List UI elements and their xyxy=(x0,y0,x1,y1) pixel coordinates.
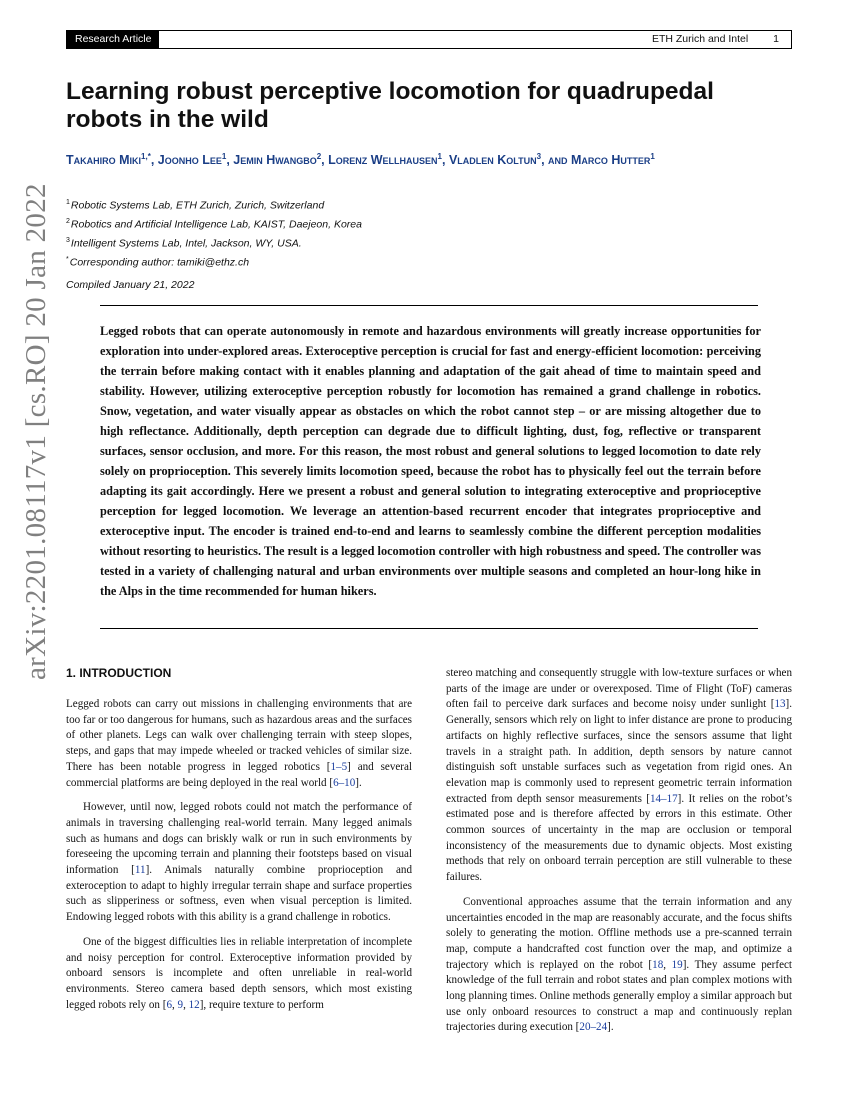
citation-link[interactable]: 20–24 xyxy=(579,1021,608,1034)
author-name: Vladlen Koltun xyxy=(448,153,537,168)
citation-link[interactable]: 9 xyxy=(177,998,184,1011)
citation-link[interactable]: 19 xyxy=(671,958,683,971)
affiliation-mark: * xyxy=(66,256,69,263)
citation-link[interactable]: 6–10 xyxy=(333,776,356,789)
header-institution: ETH Zurich and Intel xyxy=(651,33,749,45)
paragraph: However, until now, legged robots could not match the performance of animals in traversing challenging real-world terrain. Many legged animals such as humans and dogs can briskly walk or run in such environments by foreseeing the upcoming terrain and planning their footsteps based on visual information [11]. Animals naturally combine proprioception and exteroception to adapt to highly irregular terrain shape and surface properties such as slipperiness or softness, even when visual perception is limited. Endowing legged robots with this ability is a grand challenge in robotics. xyxy=(66,801,412,924)
affiliation-mark: 3 xyxy=(66,237,70,244)
author-affiliation-mark: 2 xyxy=(316,152,322,161)
page-number: 1 xyxy=(773,33,779,45)
citation-link[interactable]: 14–17 xyxy=(649,792,678,805)
affiliation-line xyxy=(66,233,566,252)
affiliation-text: Intelligent Systems Lab, Intel, Jackson, WY, USA. xyxy=(70,237,302,250)
affiliation-line xyxy=(66,214,566,233)
author-affiliation-mark: 3 xyxy=(536,152,542,161)
paragraph: One of the biggest difficulties lies in reliable interpretation of incomplete and noisy perception for control. Exteroceptive information provided by onboard sensors is incomplete and often unreliable in real-world environments. Stereo camera based depth sensors, which most existing legged robots rely on [6, 9, 12], require texture to perform xyxy=(66,935,412,1011)
author-name: Marco Hutter xyxy=(571,153,651,168)
citation-link[interactable]: 13 xyxy=(774,698,786,711)
left-column xyxy=(66,666,412,1022)
author-affiliation-mark: 1 xyxy=(221,152,227,161)
citation-link[interactable]: 12 xyxy=(188,998,200,1011)
paper-title: Learning robust perceptive locomotion for quadrupedal robots in the wild xyxy=(66,78,714,133)
affiliation-text: Robotics and Artificial Intelligence Lab, KAIST, Daejeon, Korea xyxy=(70,218,362,231)
affiliation-line xyxy=(66,252,566,271)
author-list: Takahiro Miki$^{1,*}$, Joonho Lee$^1$, Jemin Hwangbo$^2$, Lorenz Wellhausen$^1$, Vladlen Koltun$^3$, and Marco Hutter$^1$ xyxy=(66,152,655,168)
affiliation-text: Robotic Systems Lab, ETH Zurich, Zurich, Switzerland xyxy=(70,199,325,212)
paragraph: Conventional approaches assume that the terrain information and any uncertainties encoded in the map are reasonably accurate, and the focus shifts solely to generating the motion. Offline methods use a pre-scanned terrain map, compute a handcrafted cost function over the map, and optimize a trajectory which is replayed on the robot [18, 19]. They assume perfect knowledge of the full terrain and robot states and plan complex motions with long planning times. Online methods generally employ a similar approach but use only onboard resources to construct a map and continuously replan trajectories during execution [20–24]. xyxy=(446,895,793,1034)
affiliation-mark: 2 xyxy=(66,218,70,225)
author-affiliation-mark: 1 xyxy=(437,152,442,161)
arxiv-id: arXiv:2201.08117v1 [cs.RO] 20 Jan 2022 xyxy=(20,183,52,680)
author-affiliation-mark: 1 xyxy=(650,152,655,161)
paragraph: Legged robots can carry out missions in challenging environments that are too far or too dangerous for humans, such as hazardous areas and the surfaces of other planets. Legs can walk over challenging terrain with steep slopes, steps, and gaps that may impede wheeled or tracked vehicles of similar size. There has been notable progress in legged robotics [1–5] and several commercial platforms are being deployed in the real world [6–10]. xyxy=(66,698,412,789)
paragraph: stereo matching and consequently struggle with low-texture surfaces or when parts of the image are under or overexposed. Time of Flight (ToF) cameras often fail to perceive dark surfaces and become noisy under sunlight [13]. Generally, sensors which rely on light to infer distance are prone to producing artifacts on highly reflective surfaces, since the sensors assume that light travels in a straight path. In addition, depth sensors by nature cannot distinguish soft unstable surfaces such as vegetation from rigid ones. An elevation map is commonly used to represent geometric terrain information extracted from depth sensor measurements [14–17]. It relies on the robot’s estimated pose and is therefore affected by errors in this estimate. Other common sources of uncertainty in the map are occlusion or temporal inconsistency of the measurements due to dynamic objects. Most existing methods that rely on onboard terrain perception are still vulnerable to these failures. xyxy=(446,667,792,884)
running-header xyxy=(66,30,792,49)
author-name: Lorenz Wellhausen xyxy=(328,153,438,168)
affiliation-line xyxy=(66,195,566,214)
author-name: Takahiro Miki xyxy=(66,153,142,168)
abstract: Legged robots that can operate autonomously in remote and hazardous environments will greatly increase opportunities for exploration into under-explored areas. Exteroceptive perception is crucial for fast and energy-efficient locomotion: perceiving the terrain before making contact with it enables planning and adaptation of the gait ahead of time to maintain speed and stability. However, utilizing exteroceptive perception robustly for locomotion has remained a grand challenge in robotics. Snow, vegetation, and water visually appear as obstacles on which the robot cannot step – or are missing altogether due to high reflectance. Additionally, depth perception can degrade due to difficult lighting, dust, fog, reflective or transparent surfaces, sensor occlusion, and more. For this reason, the most robust and general solutions to legged locomotion to date rely solely on proprioception. This severely limits locomotion speed, because the robot has to physically feel out the terrain before adapting its gait accordingly. Here we present a robust and general solution to integrating exteroceptive and proprioceptive perception for legged locomotion. We leverage an attention-based recurrent encoder that integrates proprioceptive and exteroceptive input. The encoder is trained end-to-end and learns to seamlessly combine the different perception modalities without resorting to heuristics. The result is a legged locomotion controller with high robustness and speed. The controller was tested in a variety of challenging natural and urban environments over multiple seasons and completed an hour-long hike in the Alps in the time recommended for human hikers. xyxy=(100,324,761,598)
affiliation-text: Corresponding author: tamiki@ethz.ch xyxy=(69,256,250,269)
article-type-tag: Research Article xyxy=(67,31,159,48)
abstract-bottom-rule xyxy=(100,628,758,629)
abstract-top-rule xyxy=(100,305,758,306)
affiliations xyxy=(66,195,566,271)
author-name: Joonho Lee xyxy=(157,153,222,168)
citation-link[interactable]: 1–5 xyxy=(330,760,348,773)
author-affiliation-mark: 1,* xyxy=(141,152,151,161)
author-name: Jemin Hwangbo xyxy=(233,153,317,168)
header-right xyxy=(652,31,779,48)
citation-link[interactable]: 18 xyxy=(652,958,664,971)
citation-link[interactable]: 6 xyxy=(166,998,172,1011)
citation-link[interactable]: 11 xyxy=(134,864,146,877)
compiled-date: Compiled January 21, 2022 xyxy=(66,279,195,291)
right-column xyxy=(446,666,792,1045)
affiliation-mark: 1 xyxy=(66,199,70,206)
section-heading: 1. INTRODUCTION xyxy=(66,666,172,680)
